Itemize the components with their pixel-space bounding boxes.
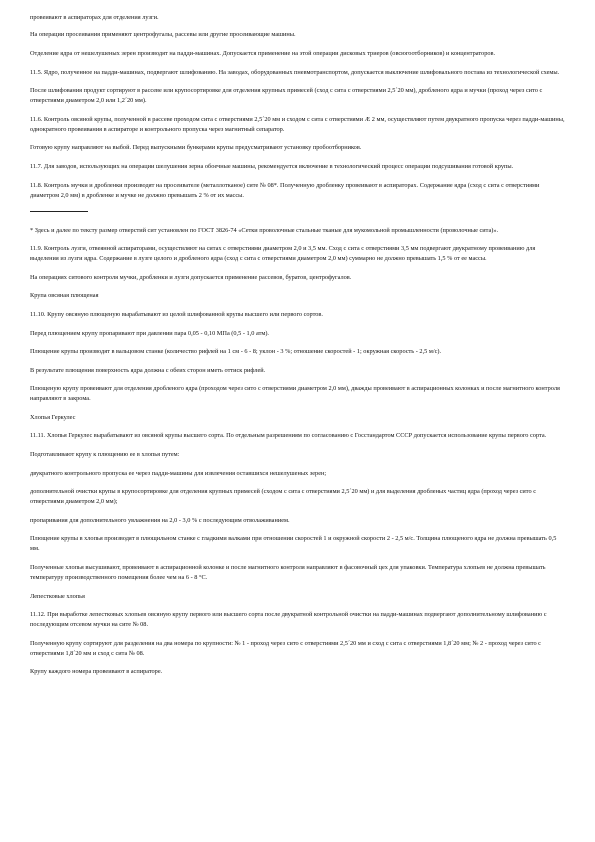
paragraph-sieve-control: На операциях ситового контроля мучки, дробленки и лузги допускается применение рассевов, буратов, центрофугалов. — [30, 273, 352, 281]
paragraph-sorting: Полученную крупу сортируют для разделения на два номера по крупности: № 1 - проход через сито с отверстиями 2,5´20 мм и сход с сита с отверстиями 1,8´20 мм; № 2 - проход через сито с отверстиями 1,8´20 мм и сход с сита № 08. — [30, 639, 541, 657]
paragraph-steaming: Перед плющением крупу пропаривают при давлении пара 0,05 - 0,10 МПа (0,5 - 1,0 атм). — [30, 329, 270, 337]
footnote: * Здесь и далее по тексту размер отверстий сит установлен по ГОСТ 3826-74 «Сетки проволочные стальные тканые для мукомольной промышленности (проволочные сита)». — [30, 226, 499, 234]
paragraph-11-11: 11.11. Хлопья Геркулес вырабатывают из овсяной крупы высшего сорта. По отдельным разрешениям по согласованию с Госстандартом СССР допускается использование крупы первого сорта. — [30, 432, 547, 440]
paragraph-flattening: Плющение крупы производят в вальцовом станке (количество рифлей на 1 см - 6 - 8; уклон - 3 %; отношение скоростей - 1; окружная скорость - 2,5 м/с). — [30, 348, 442, 356]
paragraph-0: провеивают в аспираторах для отделения лузги. — [30, 14, 159, 21]
paragraph-prep: Подготавливают крупу к плющению ее в хлопья путем: — [30, 451, 180, 459]
paragraph-6: Готовую крупу направляют на выбой. Перед выпускными бункерами крупы предусматривают установку пробоотборников. — [30, 144, 362, 152]
paragraph-2: Отделение ядра от нешелушеных зерен производят на падди-машинах. Допускается применение на этой операции дисковых триеров (овсюгоотборников) и концентраторов. — [30, 49, 496, 57]
paragraph-prep-3: пропаривания для дополнительного увлажнения на 2,0 - 3,0 % с последующим отволаживанием. — [30, 516, 290, 524]
paragraph-11-5: 11.5. Ядро, полученное на падди-машинах, подвергают шлифованию. На заводах, оборудованных пневмотранспортом, допускается выключение шлифовального постава из технологической схемы. — [30, 68, 560, 76]
section-heading-flattened-groats: Крупа овсяная плющеная — [30, 292, 99, 300]
footnote-divider — [30, 211, 88, 212]
paragraph-winnowing: Плющеную крупу провеивают для отделения дробленого ядра (проходом через сито с отверстиями диаметром 2,0 мм), дважды провеивают в аспирационных колонках и после магнитного контроля направляют в закрома. — [30, 385, 560, 403]
paragraph-flakes-rolling: Плющение крупы в хлопья производят в плющильном станке с гладкими валками при отношении скоростей 1 и окружной скорости 2 - 2,5 м/с. Толщина плющеного ядра не должна превышать 0,5 мм. — [30, 535, 557, 553]
section-heading-hercules: Хлопья Геркулес — [30, 413, 76, 421]
paragraph-aspirator: Крупу каждого номера провеивают в аспираторе. — [30, 668, 163, 676]
paragraph-11-10: 11.10. Крупу овсяную плющеную вырабатывают из целой шлифованной крупы высшего или первого сортов. — [30, 310, 323, 318]
paragraph-1: На операции просеивания применяют центрофугалы, рассевы или другие просеивающие машины. — [30, 31, 296, 39]
paragraph-4: После шлифования продукт сортируют в рассеве или крупосортировке для отделения крупных примесей (сход с сита с отверстиями 2,5´20 мм), дробленого ядра и мучки (проход через сито с отверстиями диаметром 2,0 или 1,2´20 мм). — [30, 87, 543, 105]
paragraph-11-6: 11.6. Контроль овсяной крупы, полученной в рассеве проходом сита с отверстиями 2,5´20 мм и сходом с сита с отверстиями Æ 2 мм, осуществляют путем двукратного пропуска через падди-машины, однократного провеивания в аспираторе и контрольного пропуска через магнитный сепаратор. — [30, 115, 565, 133]
paragraph-11-7: 11.7. Для заводов, использующих на операции шелушения зерна обоечные машины, рекомендуется включение в технологический процесс операции подсушивания готовой крупы. — [30, 162, 514, 170]
paragraph-surface: В результате плющения поверхность ядра должна с обеих сторон иметь оттиск рифлей. — [30, 366, 266, 374]
paragraph-prep-1: двукратного контрольного пропуска ее через падди-машины для извлечения оставшихся нешелушеных зерен; — [30, 469, 327, 477]
paragraph-11-8: 11.8. Контроль мучки и дробленки производят на просеивателе (металлотканое) сите № 08*. Полученную дробленку провеивают в аспираторах. Содержание ядра (сход с сита с отверстиями диаметром 2,0 мм) в дробленке и мучке не должно превышать 2 % от их массы. — [30, 181, 540, 199]
paragraph-flakes-drying: Полученные хлопья высушивают, провеивают в аспирационной колонке и после магнитного контроля направляют в фасовочный цех для упаковки. Температура хлопьев не должна превышать температуру производственного помещения более чем на 6 - 8 °С. — [30, 564, 546, 582]
paragraph-11-12: 11.12. При выработке лепестковых хлопьев овсяную крупу первого или высшего сорта после двукратной контрольной очистки на падди-машинах подвергают дополнительному шлифованию с последующим отсевом мучки на сите № 08. — [30, 611, 547, 629]
paragraph-11-9: 11.9. Контроль лузги, отвеянной аспираторами, осуществляют на ситах с отверстиями диаметром 2,0 и 3,5 мм. Сход с сита с отверстиями 3,5 мм подвергают двукратному провеиванию для выделения из лузги ядра. Содержание в лузге целого и дробленого ядра (сход с сита с отверстиями диаметром 2,0 мм) суммарно не должно превышать 1,5 % от ее массы. — [30, 245, 536, 263]
paragraph-prep-2: дополнительной очистки крупы в крупосортировке для отделения крупных примесей (сходом с сита с отверстиями 2,5´20 мм) и для выделения дробленых частиц ядра (проход через сито с отверстиями диаметром 2,0 мм); — [30, 488, 536, 506]
section-heading-petal-flakes: Лепестковые хлопья — [30, 592, 85, 600]
